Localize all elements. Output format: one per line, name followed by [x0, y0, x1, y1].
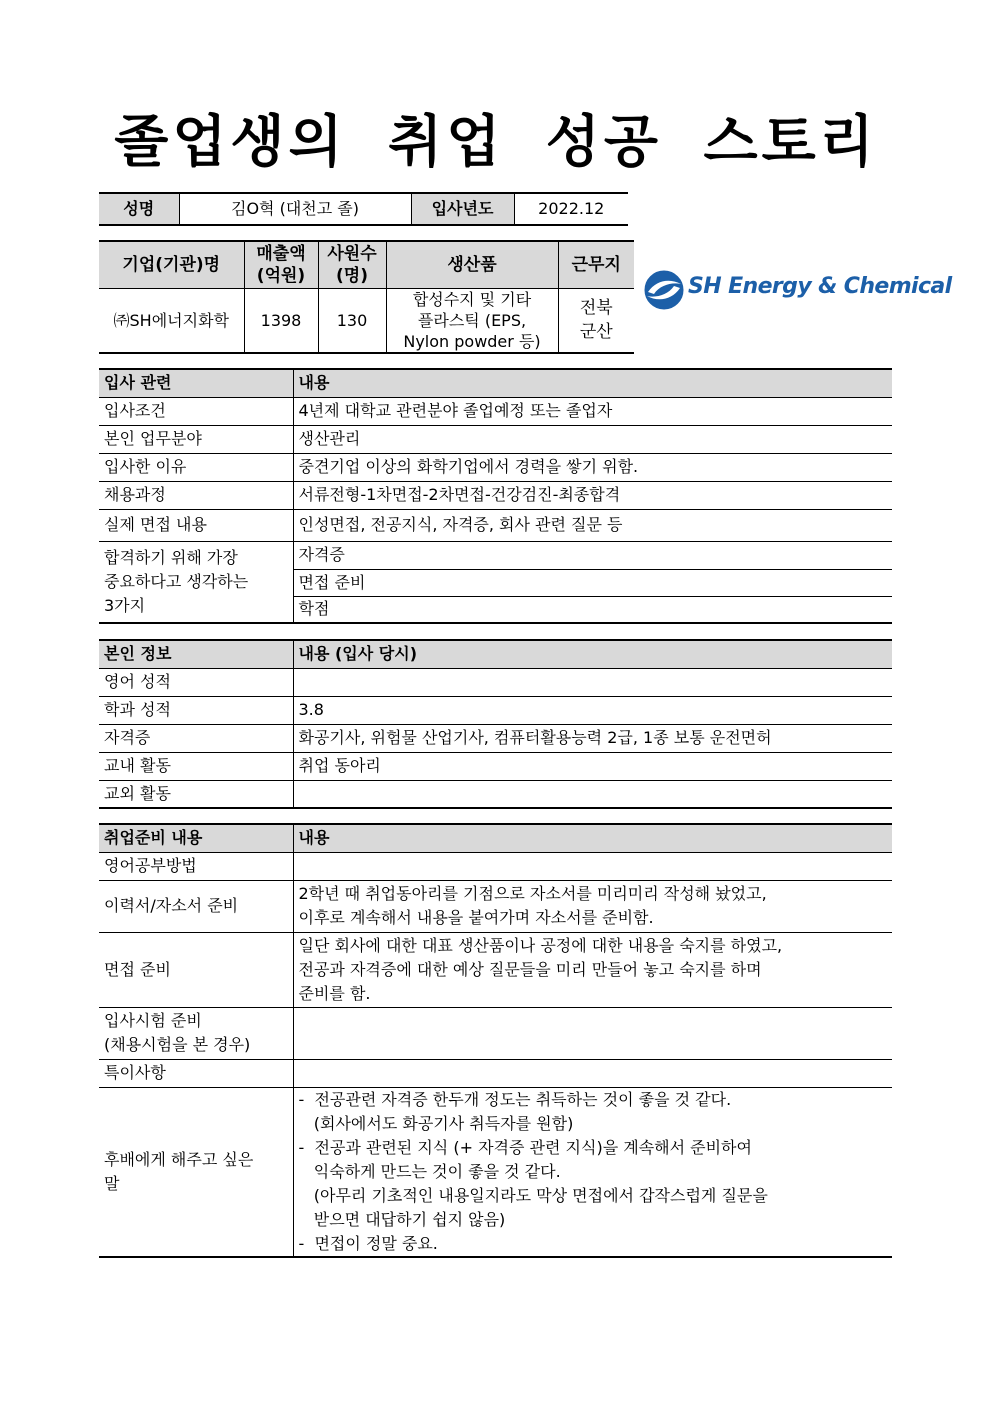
advice-line: (아무리 기초적인 내용일지라도 막상 면접에서 갑작스럽게 질문을	[298, 1185, 768, 1205]
row-value: 생산관리	[293, 425, 892, 453]
table-row	[99, 453, 892, 481]
row-value: 화공기사, 위험물 산업기사, 컴퓨터활용능력 2급, 1종 보통 운전면허	[293, 724, 892, 752]
location-line: 전북	[579, 298, 613, 318]
profile-table	[99, 192, 628, 226]
company-name: ㈜SH에너지화학	[113, 310, 229, 330]
row-value	[293, 780, 892, 808]
advice-line: - 전공과 관련된 지식 (+ 자격증 관련 지식)을 계속해서 준비하여	[298, 1137, 752, 1157]
top3-label	[99, 541, 293, 623]
location-line: 군산	[579, 322, 613, 342]
interview-line: 일단 회사에 대한 대표 생산품이나 공정에 대한 내용을 숙지를 하였고,	[298, 935, 783, 955]
row-label: 실제 면접 내용	[99, 509, 293, 541]
row-value: 중견기업 이상의 화학기업에서 경력을 쌓기 위함.	[293, 453, 892, 481]
advice-line: 받으면 대답하기 쉽지 않음)	[298, 1209, 506, 1229]
page-title: 졸업생의 취업 성공 스토리	[114, 110, 878, 175]
row-value: 4년제 대학교 관련분야 졸업예정 또는 졸업자	[293, 397, 892, 425]
row-value	[293, 1059, 892, 1087]
row-label: 이력서/자소서 준비	[99, 880, 293, 932]
row-label: 자격증	[99, 724, 293, 752]
sh-logo-icon	[644, 270, 684, 310]
advice-label-line: 말	[104, 1173, 120, 1193]
row-label: 입사한 이유	[99, 453, 293, 481]
exam-label	[99, 1007, 293, 1059]
top3-label-line: 합격하기 위해 가장	[104, 547, 238, 567]
table-row	[99, 481, 892, 509]
section-header-left: 입사 관련	[99, 369, 293, 397]
company-name-header: 기업(기관)명	[99, 241, 244, 288]
row-label: 면접 준비	[99, 932, 293, 1007]
advice-line: (회사에서도 화공기사 취득자를 원함)	[298, 1113, 574, 1133]
products-line: 합성수지 및 기타	[412, 289, 532, 309]
exam-label-line: (채용시험을 본 경우)	[104, 1035, 251, 1054]
resume-line: 2학년 때 취업동아리를 기점으로 자소서를 미리미리 작성해 놨었고,	[298, 884, 767, 903]
section-header-right: 내용	[293, 369, 892, 397]
top3-item: 면접 준비	[293, 569, 892, 596]
section-header-left: 본인 정보	[99, 640, 293, 668]
table-row	[99, 541, 892, 569]
top3-item: 자격증	[293, 541, 892, 569]
row-value	[293, 1007, 892, 1059]
employees-header	[318, 241, 386, 288]
row-label: 영어공부방법	[99, 852, 293, 880]
top3-label-line: 중요하다고 생각하는	[104, 571, 249, 591]
row-label: 입사조건	[99, 397, 293, 425]
section-header-right: 내용	[293, 824, 892, 852]
advice-label-line: 후배에게 해주고 싶은	[104, 1149, 254, 1169]
preparation-section	[99, 823, 892, 1258]
table-row	[99, 397, 892, 425]
interview-line: 전공과 자격증에 대한 예상 질문들을 미리 만들어 놓고 숙지를 하며	[298, 959, 762, 979]
row-label: 특이사항	[99, 1059, 293, 1087]
row-value: 3.8	[293, 696, 892, 724]
sales-header-unit: (억원)	[256, 265, 306, 286]
personal-info-section	[99, 639, 892, 809]
row-label: 채용과정	[99, 481, 293, 509]
products-header: 생산품	[386, 241, 558, 288]
row-value	[293, 668, 892, 696]
resume-line: 이후로 계속해서 내용을 붙여가며 자소서를 준비함.	[298, 908, 654, 927]
interview-line: 준비를 함.	[298, 983, 371, 1003]
logo-text: SH Energy & Chemical	[688, 274, 952, 299]
section-header-left: 취업준비 내용	[99, 824, 293, 852]
employees-header-line: 사원수	[327, 243, 377, 264]
advice-label	[99, 1087, 293, 1257]
advice-value	[293, 1087, 892, 1257]
company-location	[558, 288, 634, 353]
table-row	[99, 1087, 892, 1257]
resume-value	[293, 880, 892, 932]
name-label: 성명	[99, 193, 179, 225]
products-line: Nylon powder 등)	[403, 331, 541, 351]
row-value: 서류전형-1차면접-2차면접-건강검진-최종합격	[293, 481, 892, 509]
row-label: 학과 성적	[99, 696, 293, 724]
interview-value	[293, 932, 892, 1007]
table-row	[99, 1059, 892, 1087]
sales-header-line: 매출액	[256, 243, 306, 264]
year-value: 2022.12	[514, 193, 628, 225]
name-value: 김O혁 (대천고 졸)	[179, 193, 411, 225]
row-value: 취업 동아리	[293, 752, 892, 780]
top3-item: 학점	[293, 596, 892, 623]
top3-label-line: 3가지	[104, 595, 146, 615]
table-row	[99, 852, 892, 880]
company-products	[386, 288, 558, 353]
employment-section	[99, 368, 892, 624]
row-value: 인성면접, 전공지식, 자격증, 회사 관련 질문 등	[293, 509, 892, 541]
table-row	[99, 509, 892, 541]
row-value	[293, 852, 892, 880]
exam-label-line: 입사시험 준비	[104, 1011, 202, 1030]
row-label: 본인 업무분야	[99, 425, 293, 453]
advice-line: - 전공관련 자격증 한두개 정도는 취득하는 것이 좋을 것 같다.	[298, 1089, 732, 1109]
table-row	[99, 1007, 892, 1059]
location-header: 근무지	[558, 241, 634, 288]
section-header-right: 내용 (입사 당시)	[293, 640, 892, 668]
table-row	[99, 668, 892, 696]
advice-line: 익숙하게 만드는 것이 좋을 것 같다.	[298, 1161, 561, 1181]
row-label: 교외 활동	[99, 780, 293, 808]
year-label: 입사년도	[411, 193, 514, 225]
table-row	[99, 425, 892, 453]
table-row	[99, 880, 892, 932]
table-row	[99, 780, 892, 808]
company-logo	[644, 268, 952, 312]
sales-header	[244, 241, 318, 288]
company-table	[99, 240, 634, 354]
products-line: 플라스틱 (EPS,	[417, 310, 527, 330]
row-label: 영어 성적	[99, 668, 293, 696]
table-row	[99, 932, 892, 1007]
table-row	[99, 696, 892, 724]
company-sales: 1398	[244, 288, 318, 353]
employees-header-unit: (명)	[336, 265, 368, 286]
table-row	[99, 752, 892, 780]
table-row	[99, 724, 892, 752]
row-label: 교내 활동	[99, 752, 293, 780]
company-employees: 130	[318, 288, 386, 353]
advice-line: - 면접이 정말 중요.	[298, 1233, 438, 1253]
